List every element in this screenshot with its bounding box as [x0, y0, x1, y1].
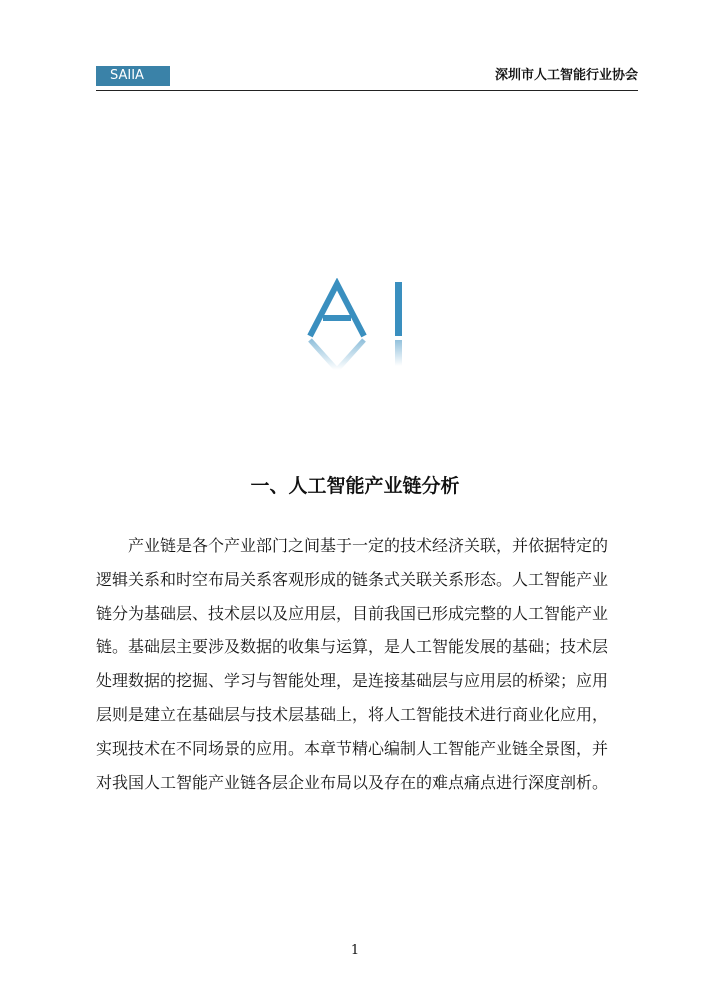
paragraph-line: 逻辑关系和时空布局关系客观形成的链条式关联关系形态。人工智能产业: [96, 569, 609, 589]
body-paragraph: [96, 534, 638, 804]
page-header: [96, 66, 638, 90]
section-title: 一、人工智能产业链分析: [250, 475, 460, 497]
letter-i-shape: [395, 282, 402, 336]
ai-logo-icon: [300, 278, 420, 374]
page-number: 1: [350, 943, 360, 958]
letter-a-shape: [310, 284, 364, 336]
paragraph-line: 链分为基础层、技术层以及应用层，目前我国已形成完整的人工智能产业: [96, 603, 609, 623]
paragraph-line: 链。基础层主要涉及数据的收集与运算，是人工智能发展的基础；技术层: [96, 637, 609, 657]
paragraph-line: 对我国人工智能产业链各层企业布局以及存在的难点痛点进行深度剖析。: [96, 772, 609, 792]
header-badge: SAIIA: [96, 66, 170, 86]
organization-name: 深圳市人工智能行业协会: [494, 68, 638, 83]
paragraph-line: 产业链是各个产业部门之间基于一定的技术经济关联，并依据特定的: [128, 536, 609, 555]
paragraph-line: 层则是建立在基础层与技术层基础上，将人工智能技术进行商业化应用，: [96, 704, 609, 724]
paragraph-line: 处理数据的挖掘、学习与智能处理，是连接基础层与应用层的桥梁；应用: [96, 671, 609, 691]
paragraph-line: 实现技术在不同场景的应用。本章节精心编制人工智能产业链全景图，并: [96, 738, 609, 758]
header-divider: [96, 90, 638, 91]
